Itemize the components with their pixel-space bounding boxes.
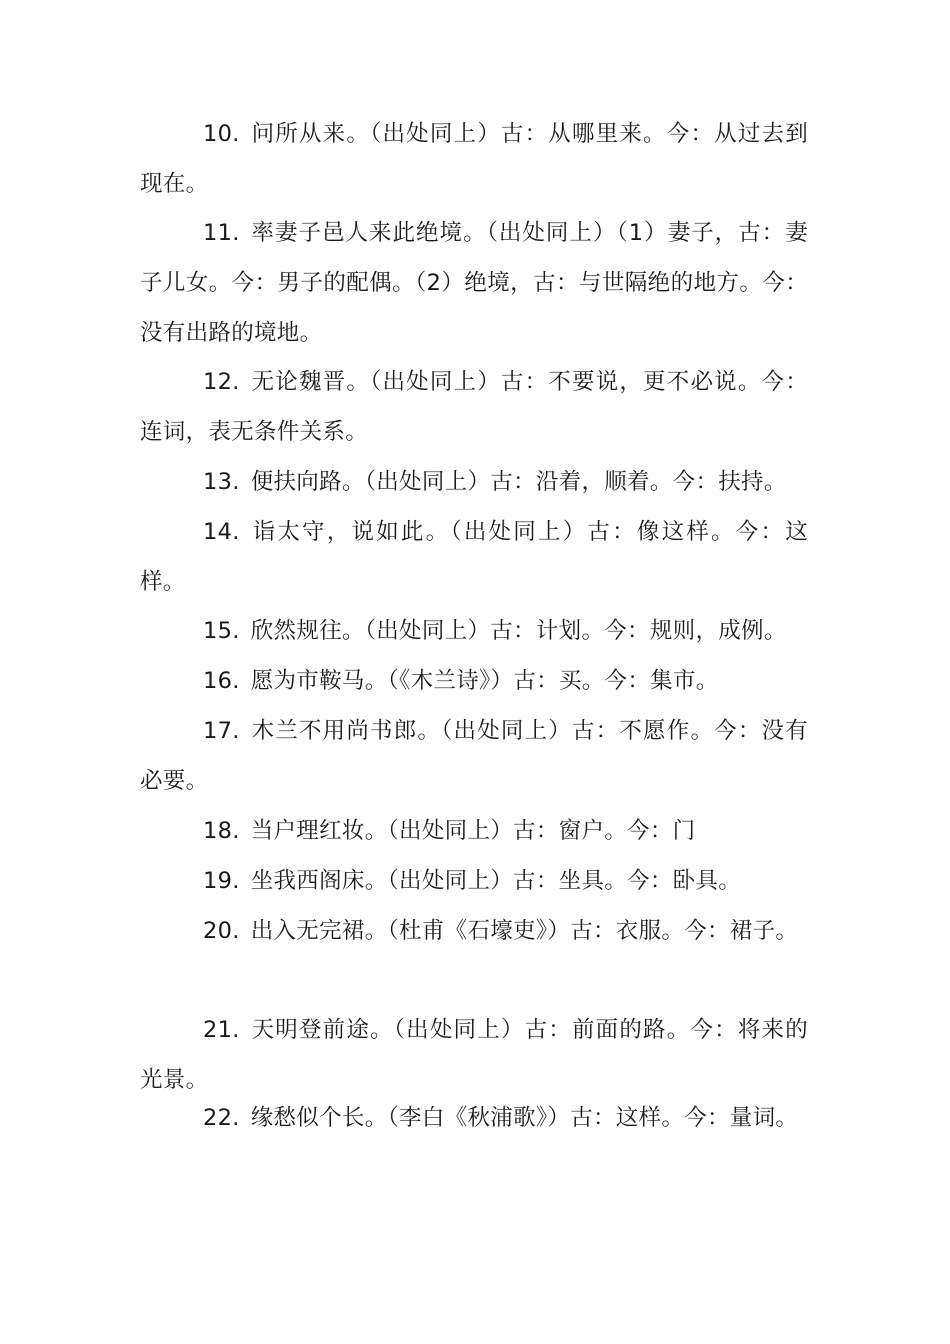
list-item (140, 457, 808, 507)
item-text: 坐我西阁床。（出处同上）古：坐具。今：卧具。 (250, 868, 742, 894)
item-number: 14. (203, 519, 240, 545)
list-item (140, 208, 808, 358)
list-item (140, 507, 808, 607)
item-number: 22. (203, 1105, 240, 1131)
list-item (140, 706, 808, 806)
item-number: 11. (203, 220, 240, 246)
item-number: 16. (203, 668, 240, 694)
list-item (140, 906, 808, 956)
item-text: 出入无完裙。（杜甫《石壕吏》）古：衣服。今：裙子。 (250, 918, 799, 944)
item-text: 无论魏晋。（出处同上）古：不要说，更不必说。今：连词，表无条件关系。 (140, 369, 808, 445)
list-item (140, 856, 808, 906)
item-text: 问所从来。（出处同上）古：从哪里来。今：从过去到现在。 (140, 121, 808, 197)
item-text: 欣然规往。（出处同上）古：计划。今：规则，成例。 (250, 618, 787, 644)
list-item (140, 606, 808, 656)
item-number: 12. (203, 369, 240, 395)
item-number: 20. (203, 918, 240, 944)
item-text: 缘愁似个长。（李白《秋浦歌》）古：这样。今：量词。 (250, 1105, 799, 1131)
list-item (140, 109, 808, 209)
item-text: 愿为市鞍马。（《木兰诗》）古：买。今：集市。 (250, 668, 719, 694)
item-text: 木兰不用尚书郎。（出处同上）古：不愿作。今：没有必要。 (140, 718, 808, 794)
item-number: 19. (203, 868, 240, 894)
list-item (140, 1093, 808, 1143)
item-text: 便扶向路。（出处同上）古：沿着，顺着。今：扶持。 (250, 469, 787, 495)
item-number: 17. (203, 718, 240, 744)
list-item (140, 1005, 808, 1105)
list-item (140, 656, 808, 706)
item-text: 天明登前途。（出处同上）古：前面的路。今：将来的光景。 (140, 1017, 808, 1093)
item-text: 当户理红妆。（出处同上）古：窗户。今：门 (250, 818, 696, 844)
item-number: 18. (203, 818, 240, 844)
item-number: 13. (203, 469, 240, 495)
item-number: 21. (203, 1017, 240, 1043)
item-text: 诣太守，说如此。（出处同上）古：像这样。今：这样。 (140, 519, 808, 595)
item-text: 率妻子邑人来此绝境。（出处同上）（1）妻子，古：妻子儿女。今：男子的配偶。（2）绝境，古：与世隔绝的地方。今：没有出路的境地。 (140, 220, 808, 346)
item-number: 15. (203, 618, 240, 644)
item-number: 10. (203, 121, 240, 147)
list-item (140, 357, 808, 457)
list-item (140, 806, 808, 856)
